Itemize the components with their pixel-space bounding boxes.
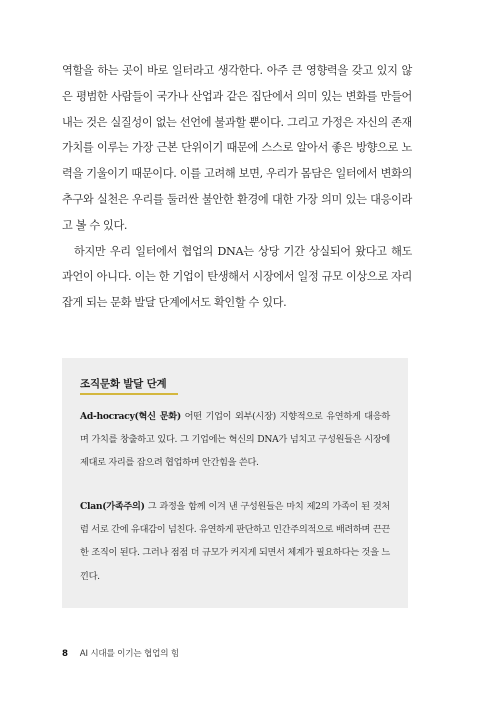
body-paragraph-2: 하지만 우리 일터에서 협업의 DNA는 상당 기간 상실되어 왔다고 해도 과언이 아니다. 이는 한 기업이 탄생해서 시장에서 일정 규모 이상으로 자리 잡게 되는 문화 발달 단계에서도 확인할 수 있다.	[62, 244, 412, 310]
sidebar-entry-term: Ad-hocracy(혁신 문화)	[80, 411, 181, 422]
sidebar-entry-adhocracy	[80, 405, 390, 475]
body-paragraph-1: 역할을 하는 곳이 바로 일터라고 생각한다. 아주 큰 영향력을 갖고 있지 않은 평범한 사람들이 국가나 산업과 같은 집단에서 의미 있는 변화를 만들어 내는 것은 실질성이 없는 선언에 불과할 뿐이다. 그리고 가정은 자신의 존재가치를 이루는 가장 근본 단위이기 때문에 스스로 알아서 좋은 방향으로 노력을 기울이기 때문이다. 이를 고려해 보면, 우리가 몸담은 일터에서 변화의 추구와 실천은 우리를 둘러싼 불안한 환경에 대한 가장 의미 있는 대응이라고 볼 수 있다.	[62, 64, 412, 232]
book-title: AI 시대를 이기는 협업의 힘	[79, 649, 179, 659]
sidebar-entry-clan	[80, 495, 390, 588]
sidebar-entry-text: 그 과정을 함께 이겨 낸 구성원들은 마치 제2의 가족이 된 것처럼 서로 간에 유대감이 넘친다. 유연하게 판단하고 인간주의적으로 배려하며 끈끈한 조직이 된다. 그러나 점점 더 규모가 커지게 되면서 체계가 필요하다는 것을 느낀다.	[80, 501, 390, 582]
sidebar-title: 조직문화 발달 단계	[80, 378, 167, 390]
page-footer	[62, 648, 179, 660]
sidebar-title-underline	[80, 393, 178, 395]
sidebar-entry-term: Clan(가족주의)	[80, 501, 145, 512]
sidebar-entry-text: 어떤 기업이 외부(시장) 지향적으로 유연하게 대응하며 가치를 창출하고 있다. 그 기업에는 혁신의 DNA가 넘치고 구성원들은 시장에 제대로 자리를 잡으려 협업하며 안간힘을 쓴다.	[80, 411, 390, 469]
body-text	[62, 58, 412, 316]
page-number: 8	[62, 649, 68, 659]
